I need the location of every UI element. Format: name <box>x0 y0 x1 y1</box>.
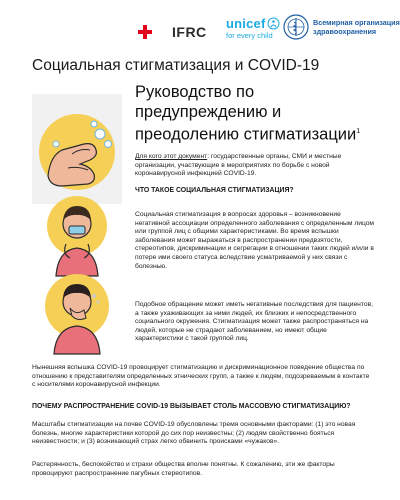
footnote-marker: 1 <box>356 128 361 135</box>
audience-label: Для кого этот документ <box>135 153 208 160</box>
section-heading-what: ЧТО ТАКОЕ СОЦИАЛЬНАЯ СТИГМАТИЗАЦИЯ? <box>135 187 294 194</box>
who-emblem-icon <box>283 14 309 40</box>
who-name-line-1: Всемирная организация <box>313 18 400 27</box>
who-name-line-2: здравоохранения <box>313 27 377 36</box>
audience-paragraph <box>135 153 375 179</box>
who-logo <box>283 14 400 40</box>
paragraph-consequences: Подобное обращение может иметь негативные последствия для пациентов, а также ухаживающих за ними людей, их близких и непосредственного социального окружения. Стигматизация может также распространяться на людей, которые не страдают заболеванием, но имеют общие характеристики с такой группой лиц. <box>135 301 373 343</box>
coughing-person-illustration <box>32 256 122 356</box>
paragraph-definition: Социальная стигматизация в вопросах здоровья – возникновение негативной ассоциации определенного заболевания с определенным лицом или группой лиц с общими характеристиками. Во время вспышки заболевания может выражаться в распространении предвзятости, стереотипов, дискриминации и сегрегации в отношении таких людей и/или в потере ими своего статуса вследствие усматриваемой у них связи с болезнью. <box>135 211 375 270</box>
paragraph-factors: Масштабы стигматизации на почве COVID-19 обусловлены тремя основными факторами: (1) это новая болезнь, многие характеристики которой до сих пор неизвестны; (2) людям свойственно бояться неизвестности; и (3) возникающий страх легко обвинить происками «чужаков». <box>32 421 356 446</box>
ifrc-wordmark: IFRC <box>172 24 207 40</box>
red-cross-icon <box>138 25 152 39</box>
document-title: Социальная стигматизация и COVID-19 <box>32 57 320 74</box>
unicef-emblem-icon <box>267 17 280 30</box>
section-heading-why: ПОЧЕМУ РАСПРОСТРАНЕНИЕ COVID-19 ВЫЗЫВАЕТ СТОЛЬ МАССОВУЮ СТИГМАТИЗАЦИЮ? <box>32 403 351 410</box>
unicef-logo <box>226 16 280 40</box>
guide-title-text: Руководство по предупреждению и преодолению стигматизации <box>135 83 357 144</box>
unicef-tagline: for every child <box>226 31 273 40</box>
guide-title <box>135 82 375 145</box>
paragraph-current-outbreak: Нынешняя вспышка COVID-19 провоцирует стигматизацию и дискриминационное поведение общества по отношению к представителям определенных этнических групп, а также к людям, подозреваемым в контакте с носителями коронавирусной инфекции. <box>32 364 370 389</box>
ifrc-logo <box>138 24 207 40</box>
paragraph-fears: Растерянность, беспокойство и страхи общества вполне понятны. К сожалению, эти же факторы провоцируют распространение пагубных стереотипов. <box>32 461 335 477</box>
red-crescent-icon <box>156 25 168 39</box>
audience-text: : государственные органы, СМИ и местные организации, участвующие в мероприятиях по борьбе с новой коронавирусной инфекцией COVID-19. <box>135 153 342 178</box>
unicef-wordmark: unicef <box>226 16 266 31</box>
